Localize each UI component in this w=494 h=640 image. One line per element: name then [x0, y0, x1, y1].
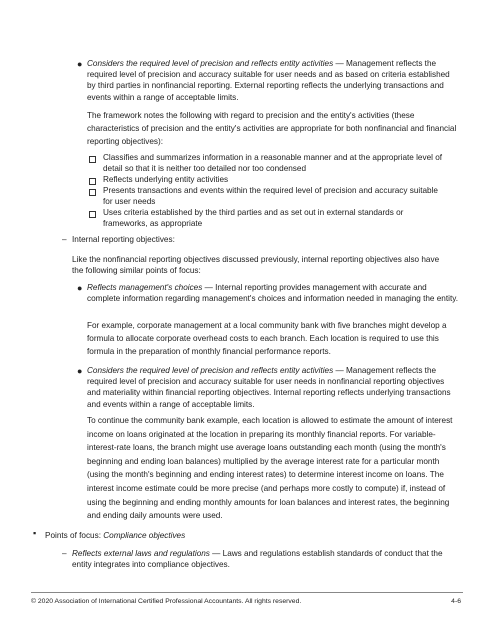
- footer-divider: [31, 592, 463, 593]
- checkbox-icon: [89, 189, 96, 196]
- dash-icon: –: [62, 235, 67, 244]
- paragraph-precision-external: Considers the required level of precision and reflects entity activities — Management reflects the required level of precision and accuracy suitable for user needs and as based on criteria established by third parties in nonfinancial reporting. External reporting reflects the underlying transactions and events within a range of acceptable limits.: [87, 59, 450, 102]
- internal-heading: Internal reporting objectives:: [72, 235, 175, 244]
- footer-copyright: © 2020 Association of International Certified Professional Accountants. All rights reserved.: [31, 598, 302, 605]
- dash-icon: –: [62, 549, 67, 558]
- checklist-item: Uses criteria established by the third parties and as set out in external standards or frameworks, as appropriate: [103, 208, 404, 229]
- example-interest-income: To continue the community bank example, each location is allowed to estimate the amount of interest income on loans originated at the location in preparing its monthly financial reports. For variable-interest-rate loans, the branch might use average loans outstanding each month (using the month's beginning and ending loan balances) multiplied by the average interest rate for a particular month (using the month's beginning and ending interest rates) to determine interest income on loans. The interest income estimate could be more precise (and perhaps more costly to compute) if, instead of using the beginning and ending monthly amounts for loan balances and interest rates, the beginning and ending daily amounts were used.: [87, 416, 453, 521]
- page-number: 4-6: [451, 598, 461, 605]
- bullet-icon: ●: [77, 283, 83, 293]
- framework-note: The framework notes the following with regard to precision and the entity's activities (these characteristics of precision and the entity's activities are appropriate for both nonfinancial and financial reporting objectives):: [87, 111, 457, 146]
- bullet-icon: ●: [77, 59, 83, 69]
- compliance-heading: Points of focus: Compliance objectives: [45, 531, 186, 540]
- paragraph-external-laws: Reflects external laws and regulations — Laws and regulations establish standards of conduct that the entity integrates into compliance objectives.: [72, 549, 443, 570]
- checklist-item: Reflects underlying entity activities: [103, 175, 229, 184]
- internal-intro: Like the nonfinancial reporting objectives discussed previously, internal reporting objectives also have the following similar points of focus:: [72, 255, 440, 276]
- checklist-item: Presents transactions and events within the required level of precision and accuracy suitable for user needs: [103, 186, 438, 207]
- checklist-item: Classifies and summarizes information in a reasonable manner and at the appropriate level of detail so that it is neither too detailed nor too condensed: [103, 153, 443, 174]
- checkbox-icon: [89, 178, 96, 185]
- paragraph-precision-internal: Considers the required level of precision and reflects entity activities — Management reflects the required level of precision and accuracy suitable for user needs in nonfinancial reporting objectives and materiality within financial reporting objectives. Internal reporting reflects underlying transactions and events within a range of acceptable limits.: [87, 366, 451, 409]
- paragraph-management-choices: Reflects management's choices — Internal reporting provides management with accurate and complete information regarding management's choices and information needed in managing the entity.: [87, 283, 458, 304]
- checkbox-icon: [89, 156, 96, 163]
- bullet-icon: ●: [77, 366, 83, 376]
- example-overhead: For example, corporate management at a local community bank with five branches might develop a formula to allocate corporate overhead costs to each branch. Each location is required to use this formula in the preparation of monthly financial performance reports.: [87, 321, 447, 356]
- checkbox-icon: [89, 211, 96, 218]
- square-bullet-icon: ▪: [33, 528, 37, 538]
